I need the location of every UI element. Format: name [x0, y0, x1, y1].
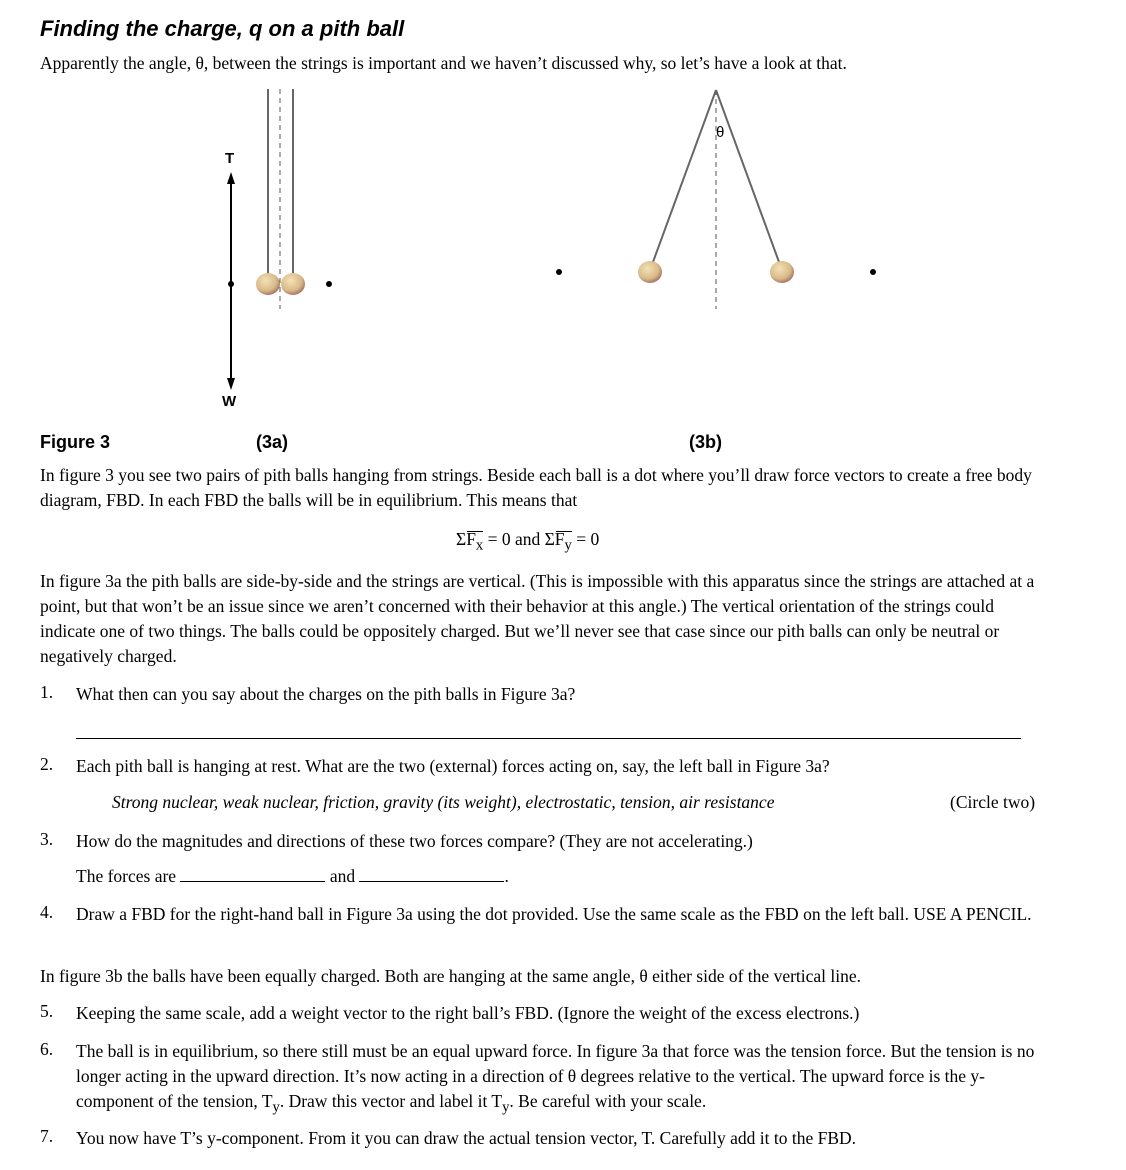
figure-3b: [556, 90, 876, 309]
theta-label: θ: [716, 124, 725, 141]
paragraph-figure-3a: In figure 3a the pith balls are side-by-side and the strings are vertical. (This is impossible with this apparatus since the strings are attached at a point, but that won’t be an issue since we aren’t concerned with their behavior at this angle.) The vertical orientation of the strings could indicate one of two things. The balls could be oppositely charged. But we’ll never see that case since our pith balls can only be neutral or negatively charged.: [40, 571, 1035, 666]
F: F: [466, 529, 476, 549]
fbd-dot-right: [870, 269, 876, 275]
question-7: You now have T’s y-component. From it you can draw the actual tension vector, T. Carefully add it to the FBD.: [76, 1128, 857, 1148]
left-string: [653, 90, 716, 262]
q6-text: The ball is in equilibrium, so there still must be an equal upward force. In figure 3a that force was the tension force. But the tension is no longer acting in the upward direction. It’s now acting in a direction of θ degrees relative to the vertical. The upward force is the y-component of the tension,: [76, 1041, 1035, 1111]
weight-arrowhead-icon: [227, 378, 235, 390]
sigma: Σ: [456, 529, 467, 549]
question-number: 6.: [40, 1039, 54, 1059]
subscript-y: y: [272, 1099, 280, 1116]
equation-middle: = 0 and: [483, 529, 545, 549]
figure-3a-label: (3a): [256, 432, 289, 452]
question-4: Draw a FBD for the right-hand ball in Figure 3a using the dot provided. Use the same scale as the FBD on the left ball. USE A PENCIL.: [76, 904, 1032, 924]
subscript-x: x: [475, 537, 484, 554]
question-number: 5.: [40, 1001, 54, 1021]
question-number: 4.: [40, 902, 54, 922]
q6-text: . Draw this vector and label it: [279, 1091, 492, 1111]
force-options[interactable]: Strong nuclear, weak nuclear, friction, gravity (its weight), electrostatic, tension, air resistance: [112, 792, 775, 812]
paragraph-figure-3b: In figure 3b the balls have been equally charged. Both are hanging at the same angle, θ either side of the vertical line.: [40, 966, 862, 986]
question-number: 7.: [40, 1126, 54, 1146]
fbd-dot-right: [326, 281, 332, 287]
T: T: [491, 1091, 503, 1111]
figure-3b-label: (3b): [689, 432, 722, 452]
tension-label: T: [225, 150, 235, 167]
subscript-y: y: [502, 1099, 510, 1116]
circle-two-hint: (Circle two): [950, 792, 1036, 812]
page-title: Finding the charge, q on a pith ball: [40, 16, 405, 41]
paragraph-figure-description: In figure 3 you see two pairs of pith balls hanging from strings. Beside each ball is a dot where you’ll draw force vectors to create a free body diagram, FBD. In each FBD the balls will be in equilibrium. This means that: [40, 465, 1032, 510]
fill-text: The forces are: [76, 866, 177, 886]
tension-arrowhead-icon: [227, 172, 235, 184]
answer-blank-1[interactable]: [180, 867, 325, 882]
question-number: 2.: [40, 754, 54, 774]
sigma: Σ: [544, 529, 555, 549]
fill-in-sentence: [76, 866, 509, 887]
vector-F: [466, 529, 483, 555]
left-pith-ball: [638, 261, 662, 283]
q6-text: . Be careful with your scale.: [509, 1091, 707, 1111]
figure-3: [0, 0, 1126, 420]
answer-blank-2[interactable]: [359, 867, 504, 882]
fill-text: .: [504, 866, 509, 886]
right-pith-ball: [281, 273, 305, 295]
equilibrium-equation: [456, 529, 599, 555]
question-2: Each pith ball is hanging at rest. What are the two (external) forces acting on, say, the left ball in Figure 3a?: [76, 756, 830, 776]
fbd-dot-left: [228, 281, 234, 287]
question-3: How do the magnitudes and directions of these two forces compare? (They are not accelerating.): [76, 831, 753, 851]
question-number: 1.: [40, 682, 54, 702]
T: T: [261, 1091, 273, 1111]
weight-label: W: [222, 393, 237, 410]
right-string: [716, 90, 779, 262]
right-pith-ball: [770, 261, 794, 283]
intro-text: Apparently the angle, θ, between the strings is important and we haven’t discussed why, so let’s have a look at that.: [40, 53, 847, 73]
question-6: [76, 1039, 1056, 1121]
question-1: What then can you say about the charges on the pith balls in Figure 3a?: [76, 684, 576, 704]
question-number: 3.: [40, 829, 54, 849]
fill-text: and: [329, 866, 356, 886]
answer-line-1[interactable]: [76, 738, 1021, 739]
F: F: [554, 529, 565, 549]
fbd-dot-left: [556, 269, 562, 275]
subscript-y: y: [564, 537, 572, 554]
figure-label: Figure 3: [40, 432, 111, 452]
equation-end: = 0: [571, 529, 600, 549]
question-5: Keeping the same scale, add a weight vector to the right ball’s FBD. (Ignore the weight of the excess electrons.): [76, 1003, 860, 1023]
left-pith-ball: [256, 273, 280, 295]
vector-F: [555, 529, 572, 555]
figure-3a: [227, 89, 332, 390]
